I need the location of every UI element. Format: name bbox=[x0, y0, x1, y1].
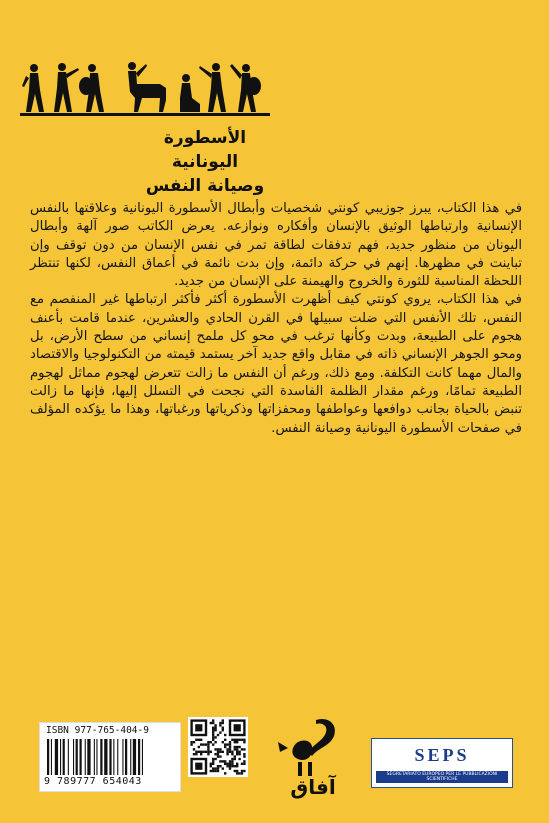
barcode-digits: 9 789777 654043 bbox=[44, 776, 142, 787]
isbn-barcode bbox=[39, 722, 181, 792]
seps-logo-text: SEPS bbox=[414, 745, 470, 765]
blurb-paragraph-2: في هذا الكتاب، يروي كونتي كيف أظهرت الأسطورة أكثر فأكثر ارتباطها غير المنفصم مع النفس، تلك الأنفس التي ضلت سبيلها في القرن الحادي والعشرين، عندما قامت بأعنف هجوم على الطبيعة، وبدت وكأنها ترغب في محو كل ملمح إنساني من سطح الأرض، بل ومحو الجوهر الإنساني ذاته في مقابل واقع جديد آخر يستمد قيمته من التكنولوجيا والاقتصاد والمال مهما كانت التكلفة. ومع ذلك، ورغم أن النفس ما زالت تتعرض لهجوم مماثل لهجوم الطبيعة تمامًا، ورغم مقدار الظلمة الفاسدة التي نجحت في التسلل إليها، فإنها ما زالت تنبض بالحياة بجانب دوافعها وعواطفها ومحفزاتها وذكرياتها ورغباتها، وهذا ما يؤكده المؤلف في صفحات الأسطورة اليونانية وصيانة النفس. bbox=[30, 292, 522, 436]
isbn-label: ISBN 977-765-404-9 bbox=[46, 725, 149, 736]
title-line-2: وصيانة النفس bbox=[145, 176, 265, 196]
seps-logo bbox=[371, 738, 513, 788]
book-title bbox=[130, 126, 280, 198]
blurb-text bbox=[30, 200, 522, 438]
qr-code bbox=[188, 717, 248, 777]
seps-logo-subtitle: SEGRETARIATO EUROPEO PER LE PUBBLICAZIONI SCIENTIFICHE bbox=[376, 771, 508, 783]
greek-frieze-illustration bbox=[20, 58, 270, 116]
barcode-bars bbox=[47, 739, 173, 775]
publisher-name: آفاق bbox=[290, 775, 336, 799]
title-line-1: الأسطورة اليونانية bbox=[163, 128, 247, 172]
blurb-paragraph-1: في هذا الكتاب، يبرز جوزيبي كونتي شخصيات وأبطال الأسطورة اليونانية وعلاقتها بالنفس الإنسانية وارتباطها الوثيق بالإنسان وأفكاره ونوازعه. يعرض الكاتب صور آلهة وأبطال اليونان من منظور جديد، فهم تدفقات لطاقة تمر في نفس الإنسان من دون توقف وإن تباينت في مظهرها. إنهم في حركة دائمة، وإن بدت نائمة في أعماق النفس، لكنها تنتظر اللحظة المناسبة للثورة والخروج والهيمنة على الإنسان من جديد. bbox=[30, 201, 522, 290]
publisher-logo-afaq bbox=[268, 712, 358, 802]
